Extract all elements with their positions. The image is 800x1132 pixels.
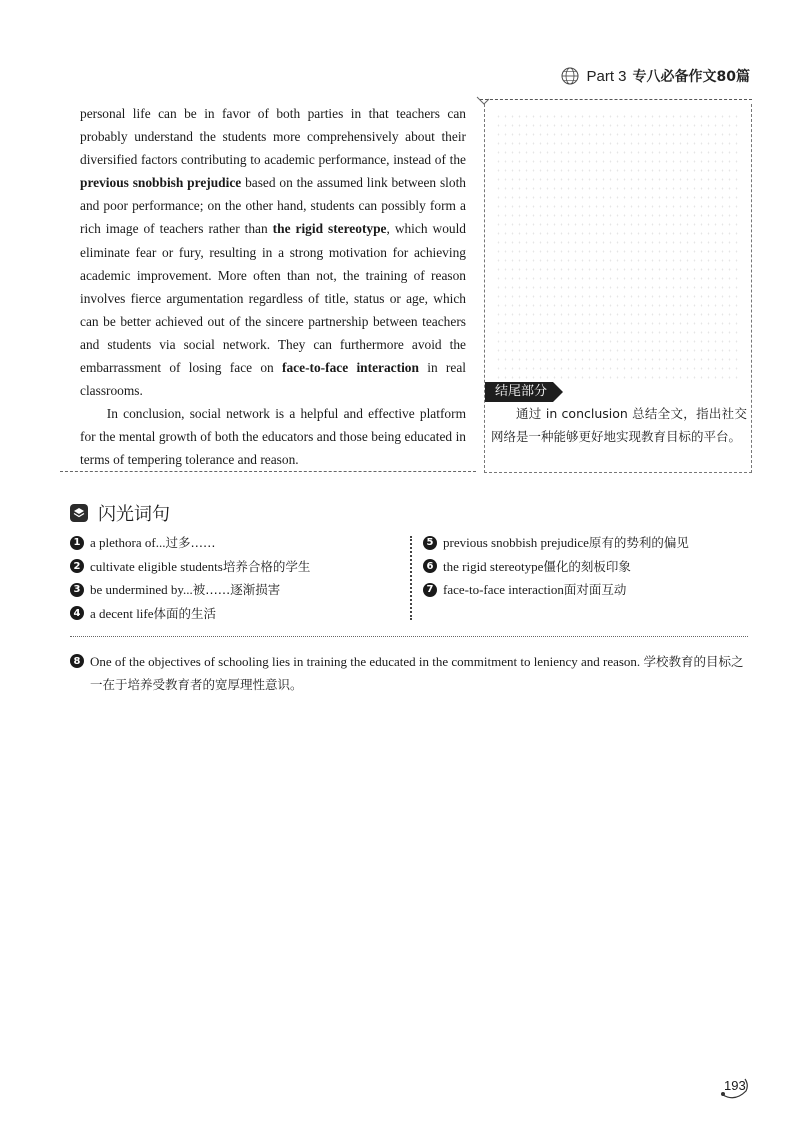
header-rule	[480, 99, 752, 100]
panel-texture	[495, 112, 740, 382]
column-divider	[410, 536, 412, 620]
vocab-cn: 面对面互动	[563, 582, 627, 597]
sentence-en: One of the objectives of schooling lies in training the educated in the commitment to leniency and reason.	[90, 654, 644, 669]
vocab-cn: 体面的生活	[153, 605, 217, 621]
essay-paragraph-1	[80, 102, 466, 402]
vocab-item	[423, 555, 689, 579]
bold-phrase: face-to-face interaction	[282, 360, 419, 376]
number-badge: 3	[70, 583, 84, 597]
vocab-cn: 培养合格的学生	[222, 558, 311, 574]
vocab-section-title: 闪光词句	[98, 504, 170, 525]
running-header	[560, 66, 750, 86]
bold-phrase: previous snobbish prejudice	[80, 175, 242, 191]
text-run: in real classrooms.	[80, 360, 466, 399]
text-run: personal life can be in favor of both parties in that teachers can probably understand the students more comprehensively about their diversified factors contributing to academic performance, instead of the	[80, 106, 466, 168]
vocab-en: a decent life	[90, 605, 154, 621]
key-sentence-text	[70, 650, 750, 696]
side-note-paragraph: 通过 in conclusion 总结全文，指出社交网络是一种能够更好地实现教育目标的平台。	[491, 406, 747, 444]
conclusion-tag	[485, 382, 565, 402]
globe-icon	[560, 66, 580, 86]
number-badge: 5	[423, 536, 437, 550]
essay-divider	[60, 471, 476, 472]
vocab-en: face-to-face interaction	[443, 582, 564, 597]
text-run: based on the assumed link between sloth and poor performance; on the other hand, students can possibly form a rich image of teachers rather than	[80, 175, 466, 237]
vocab-en: be undermined by...	[90, 582, 193, 597]
essay-paragraph-2: In conclusion, social network is a helpful and effective platform for the mental growth of both the educators and those being educated in terms of tempering tolerance and reason.	[80, 406, 466, 468]
number-badge: 7	[423, 583, 437, 597]
number-badge: 4	[70, 606, 84, 620]
vocab-en: the rigid stereotype	[443, 558, 544, 574]
vocab-cn: 被……逐渐损害	[192, 582, 281, 597]
key-sentence	[70, 650, 750, 696]
vocab-cn: 僵化的刻板印象	[543, 558, 631, 574]
vocab-list-right	[423, 531, 689, 602]
section-divider	[70, 636, 748, 637]
header-part: Part 3	[586, 67, 627, 85]
vocab-cn: 原有的势利的偏见	[588, 535, 689, 550]
vocab-list-left	[70, 531, 310, 625]
bold-phrase: the rigid stereotype	[272, 221, 387, 237]
sentence-cn: 学校教育的目标之一在于培养受教育者的宽厚理性意识。	[90, 654, 744, 692]
number-badge: 8	[70, 654, 84, 668]
vocab-en: previous snobbish prejudice	[443, 535, 589, 550]
panel-corner-mark	[476, 96, 490, 110]
layers-icon	[70, 504, 88, 522]
essay-body	[80, 102, 466, 472]
page-number	[720, 1075, 750, 1101]
number-badge: 1	[70, 536, 84, 550]
number-badge: 6	[423, 559, 437, 573]
vocab-item	[423, 578, 689, 602]
vocab-cn: 过多……	[165, 535, 216, 550]
vocab-en: a plethora of...	[90, 535, 166, 550]
vocab-item	[70, 602, 310, 626]
vocab-item	[70, 555, 310, 579]
side-note-text	[491, 402, 747, 448]
number-badge: 2	[70, 559, 84, 573]
header-title: 专八必备作文80篇	[632, 69, 750, 85]
text-run: , which would eliminate fear or fury, resulting in a strong motivation for achieving academic improvement. More often than not, the training of reason involves fierce argumentation regardless of title, status or age, which can be better achieved out of the sincere partnership between teachers and students via social network. They can furthermore avoid the embarrassment of losing face on	[80, 221, 466, 376]
vocab-section-header	[70, 500, 170, 526]
vocab-item	[70, 578, 310, 602]
vocab-item	[70, 531, 310, 555]
conclusion-tag-label: 结尾部分	[495, 384, 548, 399]
page-number-text: 193	[724, 1078, 746, 1093]
vocab-item	[423, 531, 689, 555]
vocab-en: cultivate eligible students	[90, 558, 223, 574]
